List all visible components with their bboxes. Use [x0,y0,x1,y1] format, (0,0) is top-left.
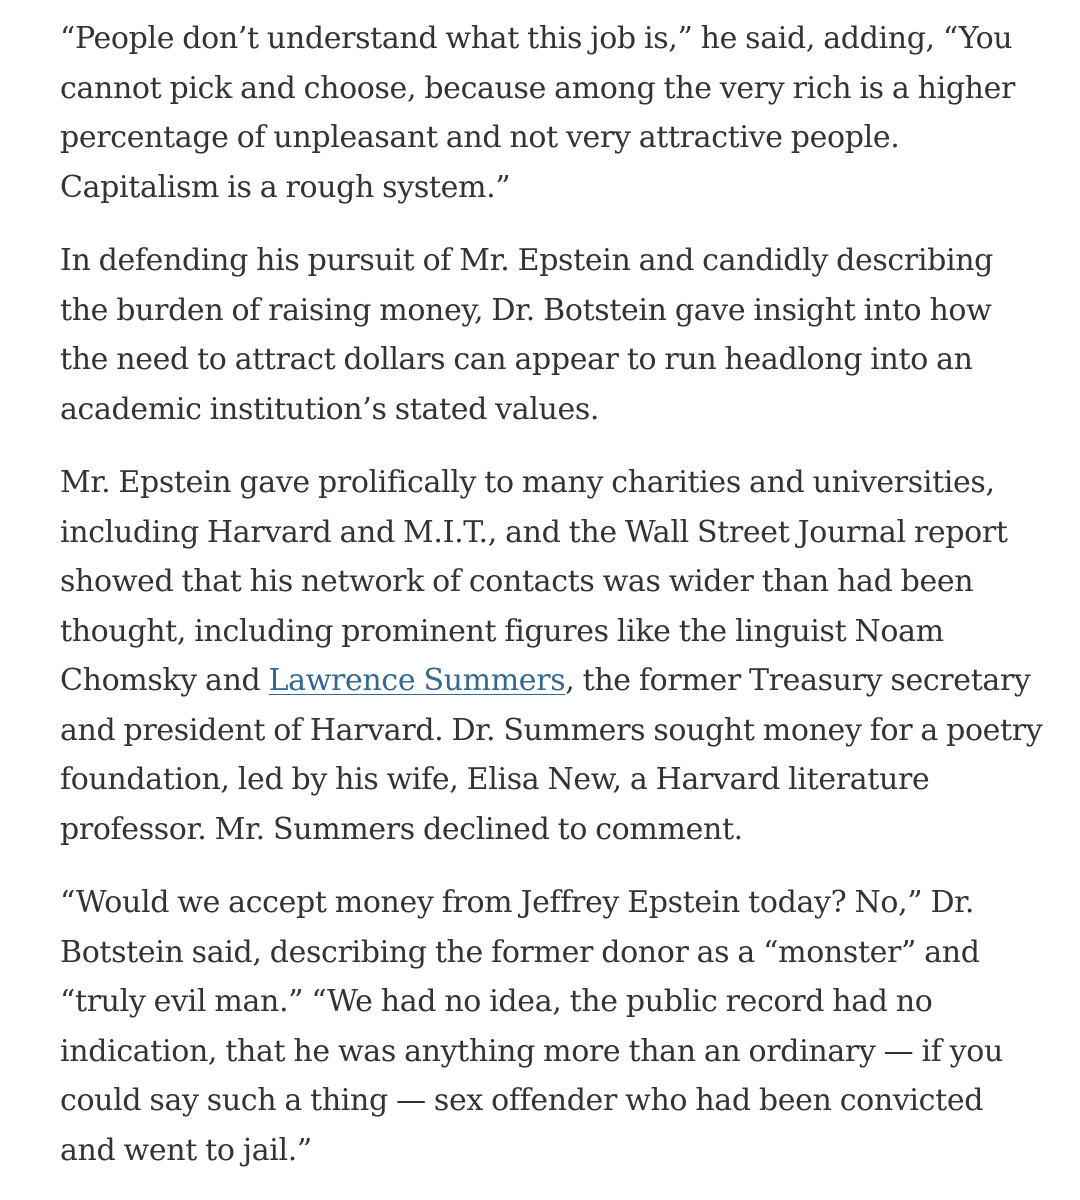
article-paragraph-quote-capitalism: “People don’t understand what this job is,” he said, adding, “You cannot pick and choose, because among the very rich is a higher percentage of unpleasant and not very attractive people. Capitalism is a rough system.” [60,21,1016,205]
article-body [60,14,1045,1199]
article-paragraph-donations [60,458,1045,854]
lawrence-summers-link[interactable]: Lawrence Summers [268,663,566,698]
article-paragraph-fundraising: In defending his pursuit of Mr. Epstein and candidly describing the burden of raising money, Dr. Botstein gave insight into how the need to attract dollars can appear to run headlong into an academic institution’s stated values. [60,243,994,427]
paragraph-text-before-link: Mr. Epstein gave prolifically to many charities and universities, including Harvard and M.I.T., and the Wall Street Journal report showed that his network of contacts was wider than had been thought, including prominent figures like the linguist Noam Chomsky and [60,465,1008,698]
paragraph-text-after-link: , the former Treasury secretary and president of Harvard. Dr. Summers sought money for a poetry foundation, led by his wife, Elisa New, a Harvard literature professor. Mr. Summers declined to comment. [60,663,1043,847]
article-paragraph-quote-monster: “Would we accept money from Jeffrey Epstein today? No,” Dr. Botstein said, describing the former donor as a “monster” and “truly evil man.” “We had no idea, the public record had no indication, that he was anything more than an ordinary — if you could say such a thing — sex offender who had been convicted and went to jail.” [60,885,1003,1168]
